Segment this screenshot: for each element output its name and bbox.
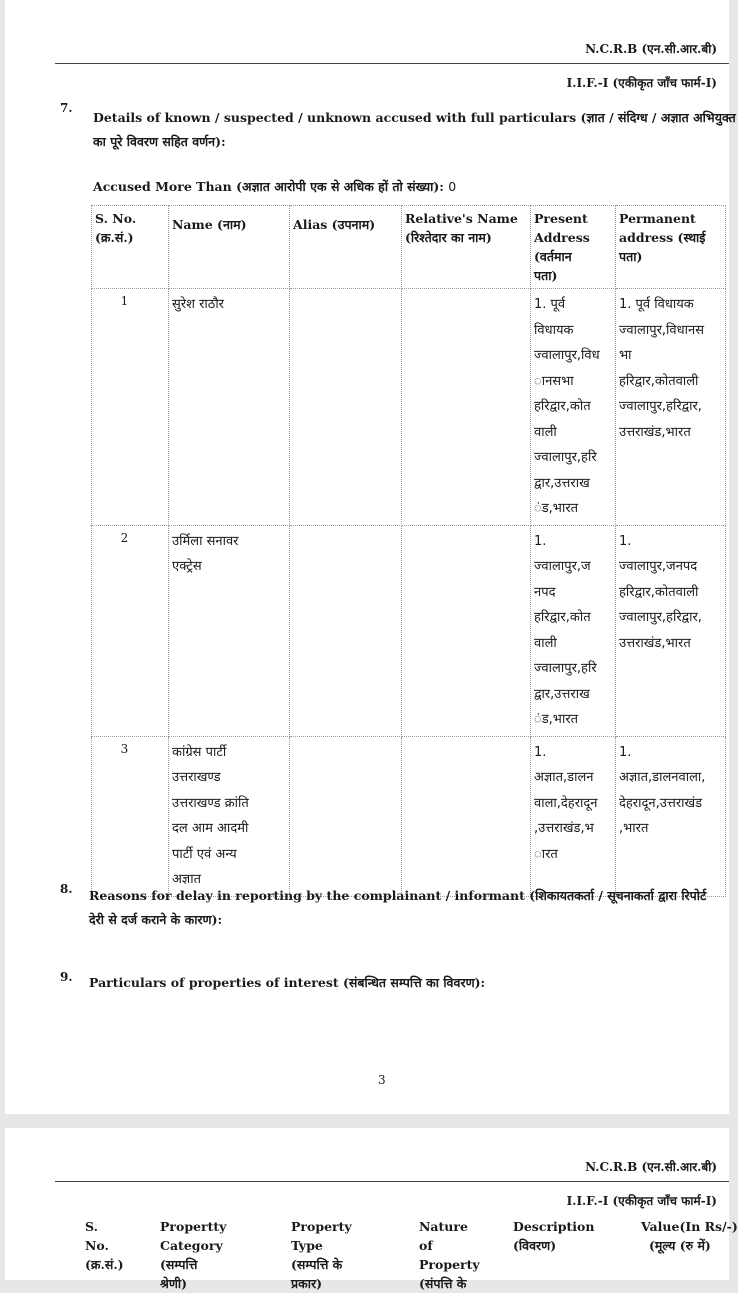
accused-more-than-value: 0 (448, 179, 457, 194)
header-alias: Alias (उपनाम) (290, 206, 402, 289)
section-8-line-1: Reasons for delay in reporting by the complainant / informant (शिकायतकर्ता / सूचनाकर्ता द्वारा रिपोर्ट (89, 888, 707, 903)
row-sno: 1 (92, 289, 169, 526)
section-9-title: Particulars of properties of interest (संबन्धित सम्पत्ति का विवरण): (89, 975, 486, 990)
row-present-address: 1. पूर्व विधायक ज्वालापुर,विध ानसभा हरिद्वार,कोत वाली ज्वालापुर,हरि द्वार,उत्तराख ंड,भारत (531, 289, 616, 526)
iif-header: I.I.F.-I (एकीकृत जाँच फार्म-I) (566, 1194, 717, 1208)
header-name: Name (नाम) (169, 206, 290, 289)
row-alias (290, 289, 402, 526)
prop-header-description: Description (विवरण) (513, 1219, 595, 1253)
row-name: उर्मिला सनावर एक्ट्रेस (169, 525, 290, 736)
ncrb-header: N.C.R.B (एन.सी.आर.बी) (585, 42, 717, 56)
row-alias (290, 525, 402, 736)
page-number: 3 (378, 1073, 386, 1087)
section-7-number: 7. (60, 101, 73, 115)
prop-header-nature: Nature of Property (संपत्ति के (419, 1219, 480, 1291)
row-relative (402, 525, 531, 736)
section-7-line-1: Details of known / suspected / unknown accused with full particulars (ज्ञात / संदिग्ध / अज्ञात अभियुक्त (93, 110, 736, 125)
prop-header-sno: S. No. (क्र.सं.) (85, 1219, 124, 1272)
row-name: सुरेश राठौर (169, 289, 290, 526)
header-present-address: Present Address (वर्तमान पता) (531, 206, 616, 289)
row-permanent-address: 1. पूर्व विधायक ज्वालापुर,विधानस भा हरिद्वार,कोतवाली ज्वालापुर,हरिद्वार, उत्तराखंड,भारत (616, 289, 726, 526)
row-permanent-address: 1. ज्वालापुर,जनपद हरिद्वार,कोतवाली ज्वालापुर,हरिद्वार, उत्तराखंड,भारत (616, 525, 726, 736)
row-relative (402, 736, 531, 896)
prop-header-type: Property Type (सम्पत्ति के प्रकार) (291, 1219, 352, 1291)
section-8-line-2: देरी से दर्ज कराने के कारण): (89, 912, 223, 927)
section-7-title (93, 106, 736, 154)
iif-header: I.I.F.-I (एकीकृत जाँच फार्म-I) (566, 76, 717, 90)
table-row (92, 736, 726, 896)
row-permanent-address: 1. अज्ञात,डालनवाला, देहरादून,उत्तराखंड ,भारत (616, 736, 726, 896)
table-row (92, 525, 726, 736)
header-relative-name: Relative's Name (रिश्तेदार का नाम) (402, 206, 531, 289)
header-rule (55, 63, 729, 64)
accused-more-than-label: Accused More Than (अज्ञात आरोपी एक से अधिक हों तो संख्या): (93, 179, 444, 194)
prop-header-category: Propertty Category (सम्पत्ति श्रेणी) (160, 1219, 227, 1291)
header-permanent-address: Permanent address (स्थाई पता) (616, 206, 726, 289)
section-9-number: 9. (60, 970, 73, 984)
row-present-address: 1. ज्वालापुर,ज नपद हरिद्वार,कोत वाली ज्वालापुर,हरि द्वार,उत्तराख ंड,भारत (531, 525, 616, 736)
row-sno: 3 (92, 736, 169, 896)
section-8-number: 8. (60, 882, 73, 896)
document-page-1 (5, 0, 736, 1114)
accused-more-than (93, 178, 456, 195)
row-alias (290, 736, 402, 896)
accused-table (91, 205, 726, 897)
section-8-title (89, 884, 725, 932)
prop-header-value: Value(In Rs/-) (मूल्य (रु में) (641, 1219, 738, 1253)
row-present-address: 1. अज्ञात,डालन वाला,देहरादून ,उत्तराखंड,भ ारत (531, 736, 616, 896)
row-relative (402, 289, 531, 526)
row-sno: 2 (92, 525, 169, 736)
header-rule (55, 1181, 729, 1182)
section-7-line-2: का पूरे विवरण सहित वर्णन): (93, 134, 226, 149)
document-page-2 (5, 1128, 738, 1291)
ncrb-header: N.C.R.B (एन.सी.आर.बी) (585, 1160, 717, 1174)
accused-table-header-row (92, 206, 726, 289)
row-name: कांग्रेस पार्टी उत्तराखण्ड उत्तराखण्ड क्रांति दल आम आदमी पार्टी एवं अन्य अज्ञात (169, 736, 290, 896)
header-sno: S. No. (क्र.सं.) (92, 206, 169, 289)
table-row (92, 289, 726, 526)
